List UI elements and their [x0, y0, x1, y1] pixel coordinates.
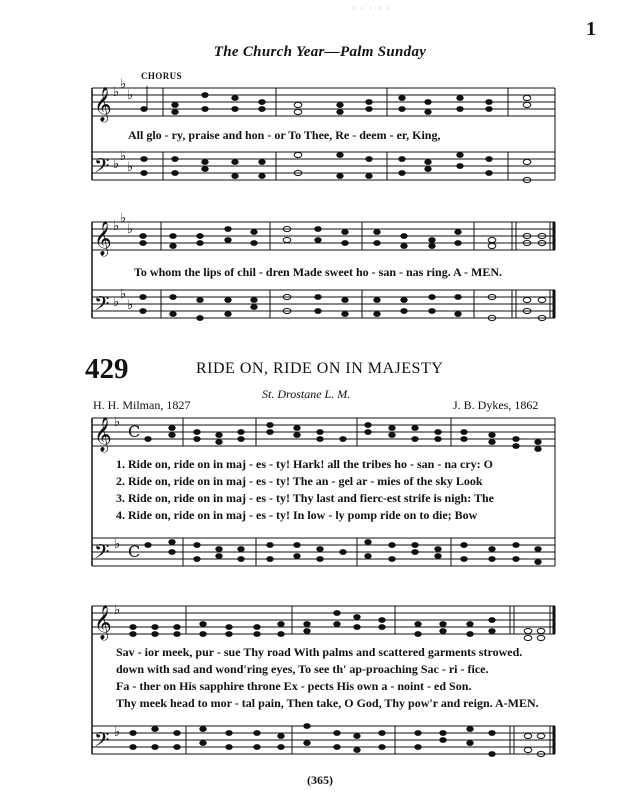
page-number: (365)	[307, 773, 333, 787]
system-4-bass-staff	[92, 726, 555, 754]
svg-text:♭: ♭	[114, 537, 121, 552]
svg-text:♭: ♭	[120, 287, 127, 302]
verse-line: 2. Ride on, ride on in maj - es - ty! The an - gel ar - mies of the sky Look	[116, 474, 483, 488]
svg-text:♭: ♭	[120, 149, 127, 164]
svg-text:♭: ♭	[120, 211, 127, 226]
svg-text:♭: ♭	[113, 219, 120, 234]
hymn-number: 429	[85, 353, 129, 385]
svg-text:♭: ♭	[113, 85, 120, 100]
svg-text:♭: ♭	[113, 157, 120, 172]
treble-clef-icon: 𝄞	[94, 221, 112, 256]
corner-mark: 1	[586, 18, 596, 40]
svg-text:C: C	[128, 422, 141, 441]
verse-line: 1. Ride on, ride on in maj - es - ty! Hark! all the tribes ho - san - na cry: O	[116, 457, 493, 471]
bass-clef-icon: 𝄢	[94, 540, 110, 568]
svg-text:♭: ♭	[127, 298, 134, 313]
svg-text:♭: ♭	[114, 415, 121, 430]
svg-text:♭: ♭	[113, 295, 120, 310]
bass-clef-icon: 𝄢	[94, 728, 110, 756]
verse-line: Fa - ther on His sapphire throne Ex - pects His own a - noint - ed Son.	[116, 679, 472, 693]
svg-text:♭: ♭	[114, 603, 121, 618]
svg-text:♭: ♭	[127, 88, 134, 103]
print-specks: · · · · ·	[352, 4, 392, 13]
system-4-treble-staff	[92, 606, 555, 634]
treble-clef-icon: 𝄞	[94, 417, 112, 452]
bass-clef-icon: 𝄢	[94, 154, 110, 182]
running-head: The Church Year—Palm Sunday	[213, 44, 427, 60]
chorus-lyric-line-1: All glo - ry, praise and hon - or To Thee, Re - deem - er, King,	[128, 128, 441, 142]
composer-credit: J. B. Dykes, 1862	[453, 398, 539, 412]
svg-text:C: C	[128, 542, 141, 561]
svg-text:♭: ♭	[127, 222, 134, 237]
svg-text:♭: ♭	[127, 160, 134, 175]
svg-text:♭: ♭	[120, 77, 127, 92]
treble-clef-icon: 𝄞	[94, 87, 112, 122]
tune-name: St. Drostane L. M.	[262, 387, 351, 401]
treble-clef-icon: 𝄞	[94, 605, 112, 640]
verse-line: Thy meek head to mor - tal pain, Then take, O God, Thy pow'r and reign. A-MEN.	[116, 696, 539, 710]
hymn-title: RIDE ON, RIDE ON IN MAJESTY	[196, 360, 444, 377]
chorus-lyric-line-2: To whom the lips of chil - dren Made sweet ho - san - nas ring. A - MEN.	[134, 265, 503, 279]
bass-clef-icon: 𝄢	[94, 292, 110, 320]
system-3-bass-staff	[92, 538, 555, 566]
system-1-bass-staff	[92, 152, 555, 180]
verse-line: 4. Ride on, ride on in maj - es - ty! In low - ly pomp ride on to die; Bow	[116, 508, 478, 522]
chorus-label: CHORUS	[141, 71, 182, 81]
verse-line: down with sad and wond'ring eyes, To see th' ap-proaching Sac - ri - fice.	[116, 662, 489, 676]
author-credit: H. H. Milman, 1827	[93, 398, 191, 412]
verse-line: 3. Ride on, ride on in maj - es - ty! Thy last and fierc-est strife is nigh: The	[116, 491, 494, 505]
svg-text:♭: ♭	[114, 725, 121, 740]
verse-line: Sav - ior meek, pur - sue Thy road With palms and scattered garments strowed.	[116, 645, 523, 659]
